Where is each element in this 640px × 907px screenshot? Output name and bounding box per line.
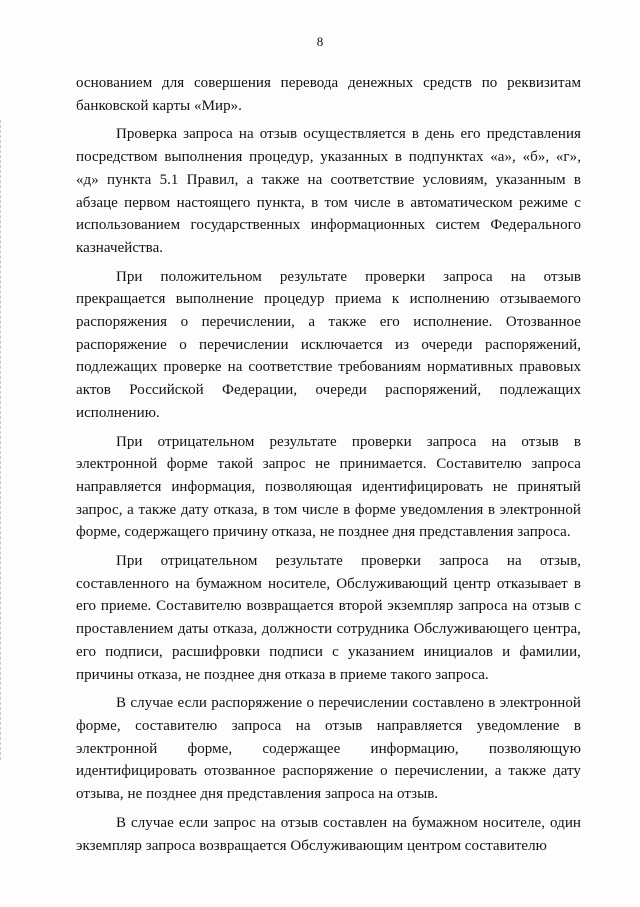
paragraph-paper-return: В случае если запрос на отзыв составлен на бумажном носителе, один экземпляр запроса возвращается Обслуживающим центром составителю (76, 814, 581, 854)
scan-edge-mark (0, 120, 3, 760)
paragraph-request-check: Проверка запроса на отзыв осуществляется в день его представления посредством выполнения процедур, указанных в подпунктах «а», «б», «г», «д» пункта 5.1 Правил, а также на соответствие условиям, указанным в абзаце первом настоящего пункта, в том числе в автоматическом режиме с использованием государственных информационных систем Федерального казначейства. (76, 126, 581, 256)
paragraph-positive-result: При положительном результате проверки запроса на отзыв прекращается выполнение процедур приема к исполнению отзываемого распоряжения о перечислении, а также его исполнение. Отозванное распоряжение о перечислении исключается из очереди распоряжений, подлежащих проверке на соответствие требованиям нормативных правовых актов Российской Федерации, очереди распоряжений, подлежащих исполнению. (76, 268, 581, 421)
paragraph-electronic-notification: В случае если распоряжение о перечислении составлено в электронной форме, составителю запроса на отзыв направляется уведомление в электронной форме, содержащее информацию, позволяющую идентифицировать отозванное распоряжение о перечислении, а также дату отзыва, не позднее дня представления запроса на отзыв. (76, 695, 581, 803)
document-body (76, 72, 581, 863)
page-number: 8 (316, 34, 324, 49)
paragraph-negative-paper: При отрицательном результате проверки запроса на отзыв, составленного на бумажном носителе, Обслуживающий центр отказывает в его приеме. Составителю возвращается второй экземпляр запроса на отзыв с проставлением даты отказа, должности сотрудника Обслуживающего центра, его подписи, расшифровки подписи с указанием инициалов и фамилии, причины отказа, не позднее дня отказа в приеме такого запроса. (76, 553, 581, 683)
paragraph-negative-electronic: При отрицательном результате проверки запроса на отзыв в электронной форме такой запрос не принимается. Составителю запроса направляется информация, позволяющая идентифицировать не принятый запрос, а также дату отказа, в том числе в форме уведомления в электронной форме, содержащего причину отказа, не позднее дня представления запроса. (76, 433, 581, 541)
paragraph-continuation: основанием для совершения перевода денежных средств по реквизитам банковской карты «Мир». (76, 75, 581, 114)
